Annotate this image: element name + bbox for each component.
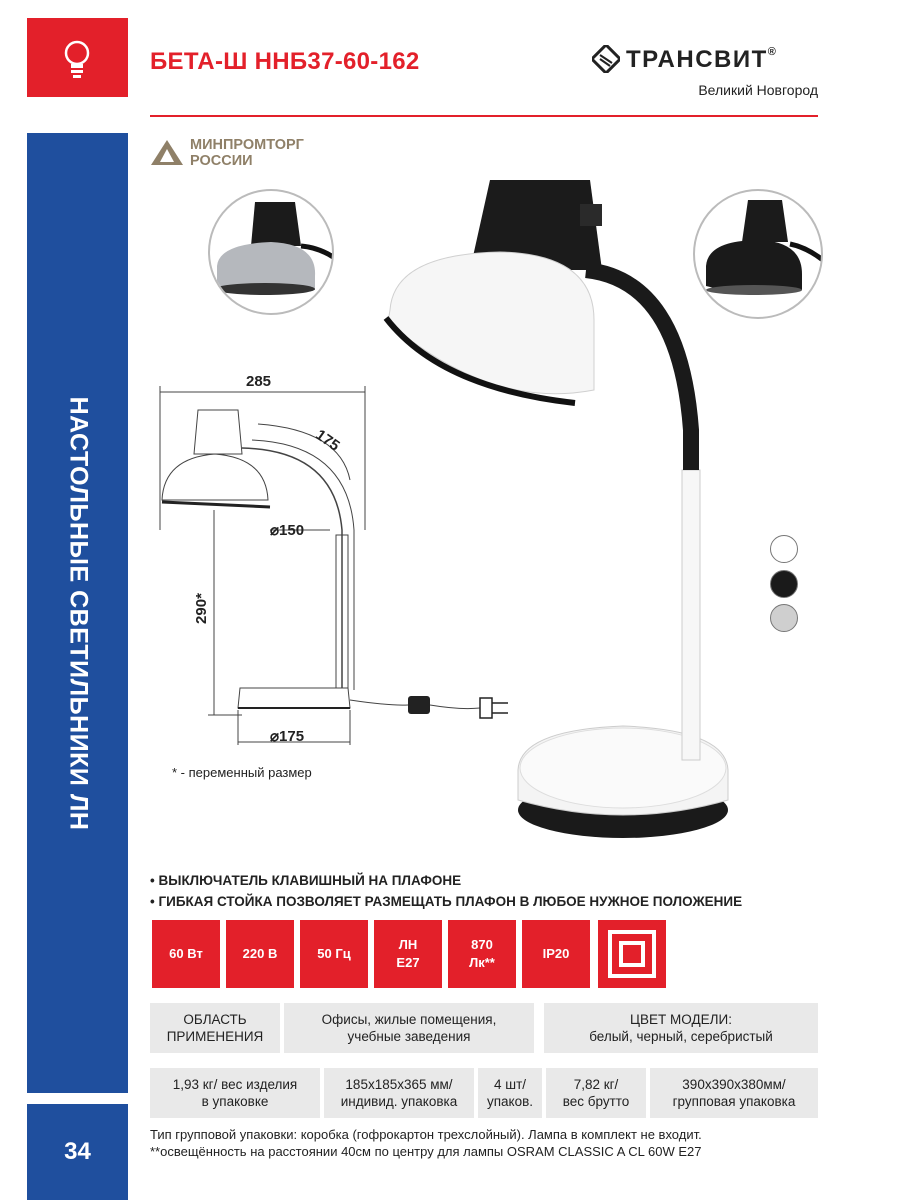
model-colors-l1: ЦВЕТ МОДЕЛИ: (630, 1012, 732, 1027)
application-value-l2: учебные заведения (347, 1029, 471, 1044)
application-label-l2: ПРИМЕНЕНИЯ (166, 1029, 264, 1044)
ministry-line2: РОССИИ (190, 153, 253, 169)
brand-logo-icon (592, 45, 620, 73)
model-colors (544, 1003, 818, 1053)
spec-voltage: 220 В (226, 920, 294, 988)
footer-notes (150, 1126, 702, 1160)
pack-gross-weight-l1: 7,82 кг/ (573, 1077, 619, 1092)
page-number: 34 (27, 1104, 128, 1200)
pack-gross-weight-l2: вес брутто (562, 1094, 630, 1109)
dim-shade: ⌀150 (270, 522, 305, 539)
footer-illuminance-note: **освещённость на расстоянии 40см по центру для лампы OSRAM CLASSIC A CL 60W E27 (150, 1144, 702, 1159)
ministry-line1: МИНПРОМТОРГ (190, 137, 304, 153)
pack-quantity-l2: упаков. (486, 1094, 534, 1109)
pack-weight-l1: 1,93 кг/ вес изделия (172, 1077, 298, 1092)
sidebar-category-label: НАСТОЛЬНЫЕ СВЕТИЛЬНИКИ ЛН (64, 396, 92, 830)
product-title: БЕТА-Ш ННБ37-60-162 (150, 48, 420, 75)
dim-base: ⌀175 (270, 728, 305, 745)
spec-illuminance-l2: Лк** (469, 955, 495, 970)
brand-city: Великий Новгород (698, 82, 818, 98)
color-swatch-silver (770, 604, 798, 632)
application-value (284, 1003, 534, 1053)
dim-height: 290* (192, 593, 210, 624)
pack-weight (150, 1068, 320, 1118)
ministry-label (190, 137, 304, 169)
feature-item: • ГИБКАЯ СТОЙКА ПОЗВОЛЯЕТ РАЗМЕЩАТЬ ПЛАФОН В ЛЮБОЕ НУЖНОЕ ПОЛОЖЕНИЕ (150, 894, 743, 909)
color-swatch-white (770, 535, 798, 563)
pack-weight-l2: в упаковке (201, 1094, 269, 1109)
dim-base-value: 175 (279, 728, 305, 745)
pack-size-l1: 185х185х365 мм/ (345, 1077, 453, 1092)
spec-lamp-type (374, 920, 442, 988)
feature-list (150, 870, 742, 912)
double-insulation-icon (604, 926, 660, 982)
pack-size-l2: индивид. упаковка (340, 1094, 458, 1109)
color-swatch-black (770, 570, 798, 598)
feature-item: • ВЫКЛЮЧАТЕЛЬ КЛАВИШНЫЙ НА ПЛАФОНЕ (150, 873, 462, 888)
application-label (150, 1003, 280, 1053)
application-value-l1: Офисы, жилые помещения, (321, 1012, 497, 1027)
ministry-logo-icon (150, 138, 184, 166)
spec-lamp-type-l1: ЛН (398, 937, 418, 952)
spec-ip-rating: IP20 (522, 920, 590, 988)
pack-quantity (478, 1068, 542, 1118)
pack-group-size-l2: групповая упаковка (672, 1094, 796, 1109)
lightbulb-icon (27, 18, 128, 97)
pack-gross-weight (546, 1068, 646, 1118)
bulb-badge (27, 18, 128, 97)
header-divider (150, 115, 818, 117)
model-colors-l2: белый, черный, серебристый (589, 1029, 773, 1044)
brand-name-text: ТРАНСВИТ (626, 46, 768, 73)
pack-group-size (650, 1068, 818, 1118)
pack-size (324, 1068, 474, 1118)
spec-illuminance (448, 920, 516, 988)
spec-illuminance-l1: 870 (471, 937, 493, 952)
silver-variant-image (205, 186, 337, 318)
footer-packaging-note: Тип групповой упаковки: коробка (гофрокартон трехслойный). Лампа в комплект не входит. (150, 1127, 702, 1142)
spec-lamp-type-l2: Е27 (396, 955, 420, 970)
application-label-l1: ОБЛАСТЬ (183, 1012, 247, 1027)
dimension-drawing (150, 370, 530, 760)
dim-arm: 175 (312, 426, 343, 455)
spec-power: 60 Вт (152, 920, 220, 988)
dim-shade-value: 150 (279, 522, 305, 539)
dim-width: 285 (246, 373, 272, 390)
spec-frequency: 50 Гц (300, 920, 368, 988)
pack-group-size-l1: 390х390х380мм/ (682, 1077, 786, 1092)
pack-quantity-l1: 4 шт/ (493, 1077, 527, 1092)
brand-name (626, 46, 777, 74)
variable-size-note: * - переменный размер (172, 765, 312, 780)
sidebar-category (27, 133, 128, 1093)
double-insulation-badge (598, 920, 666, 988)
registered-mark: ® (767, 46, 778, 58)
